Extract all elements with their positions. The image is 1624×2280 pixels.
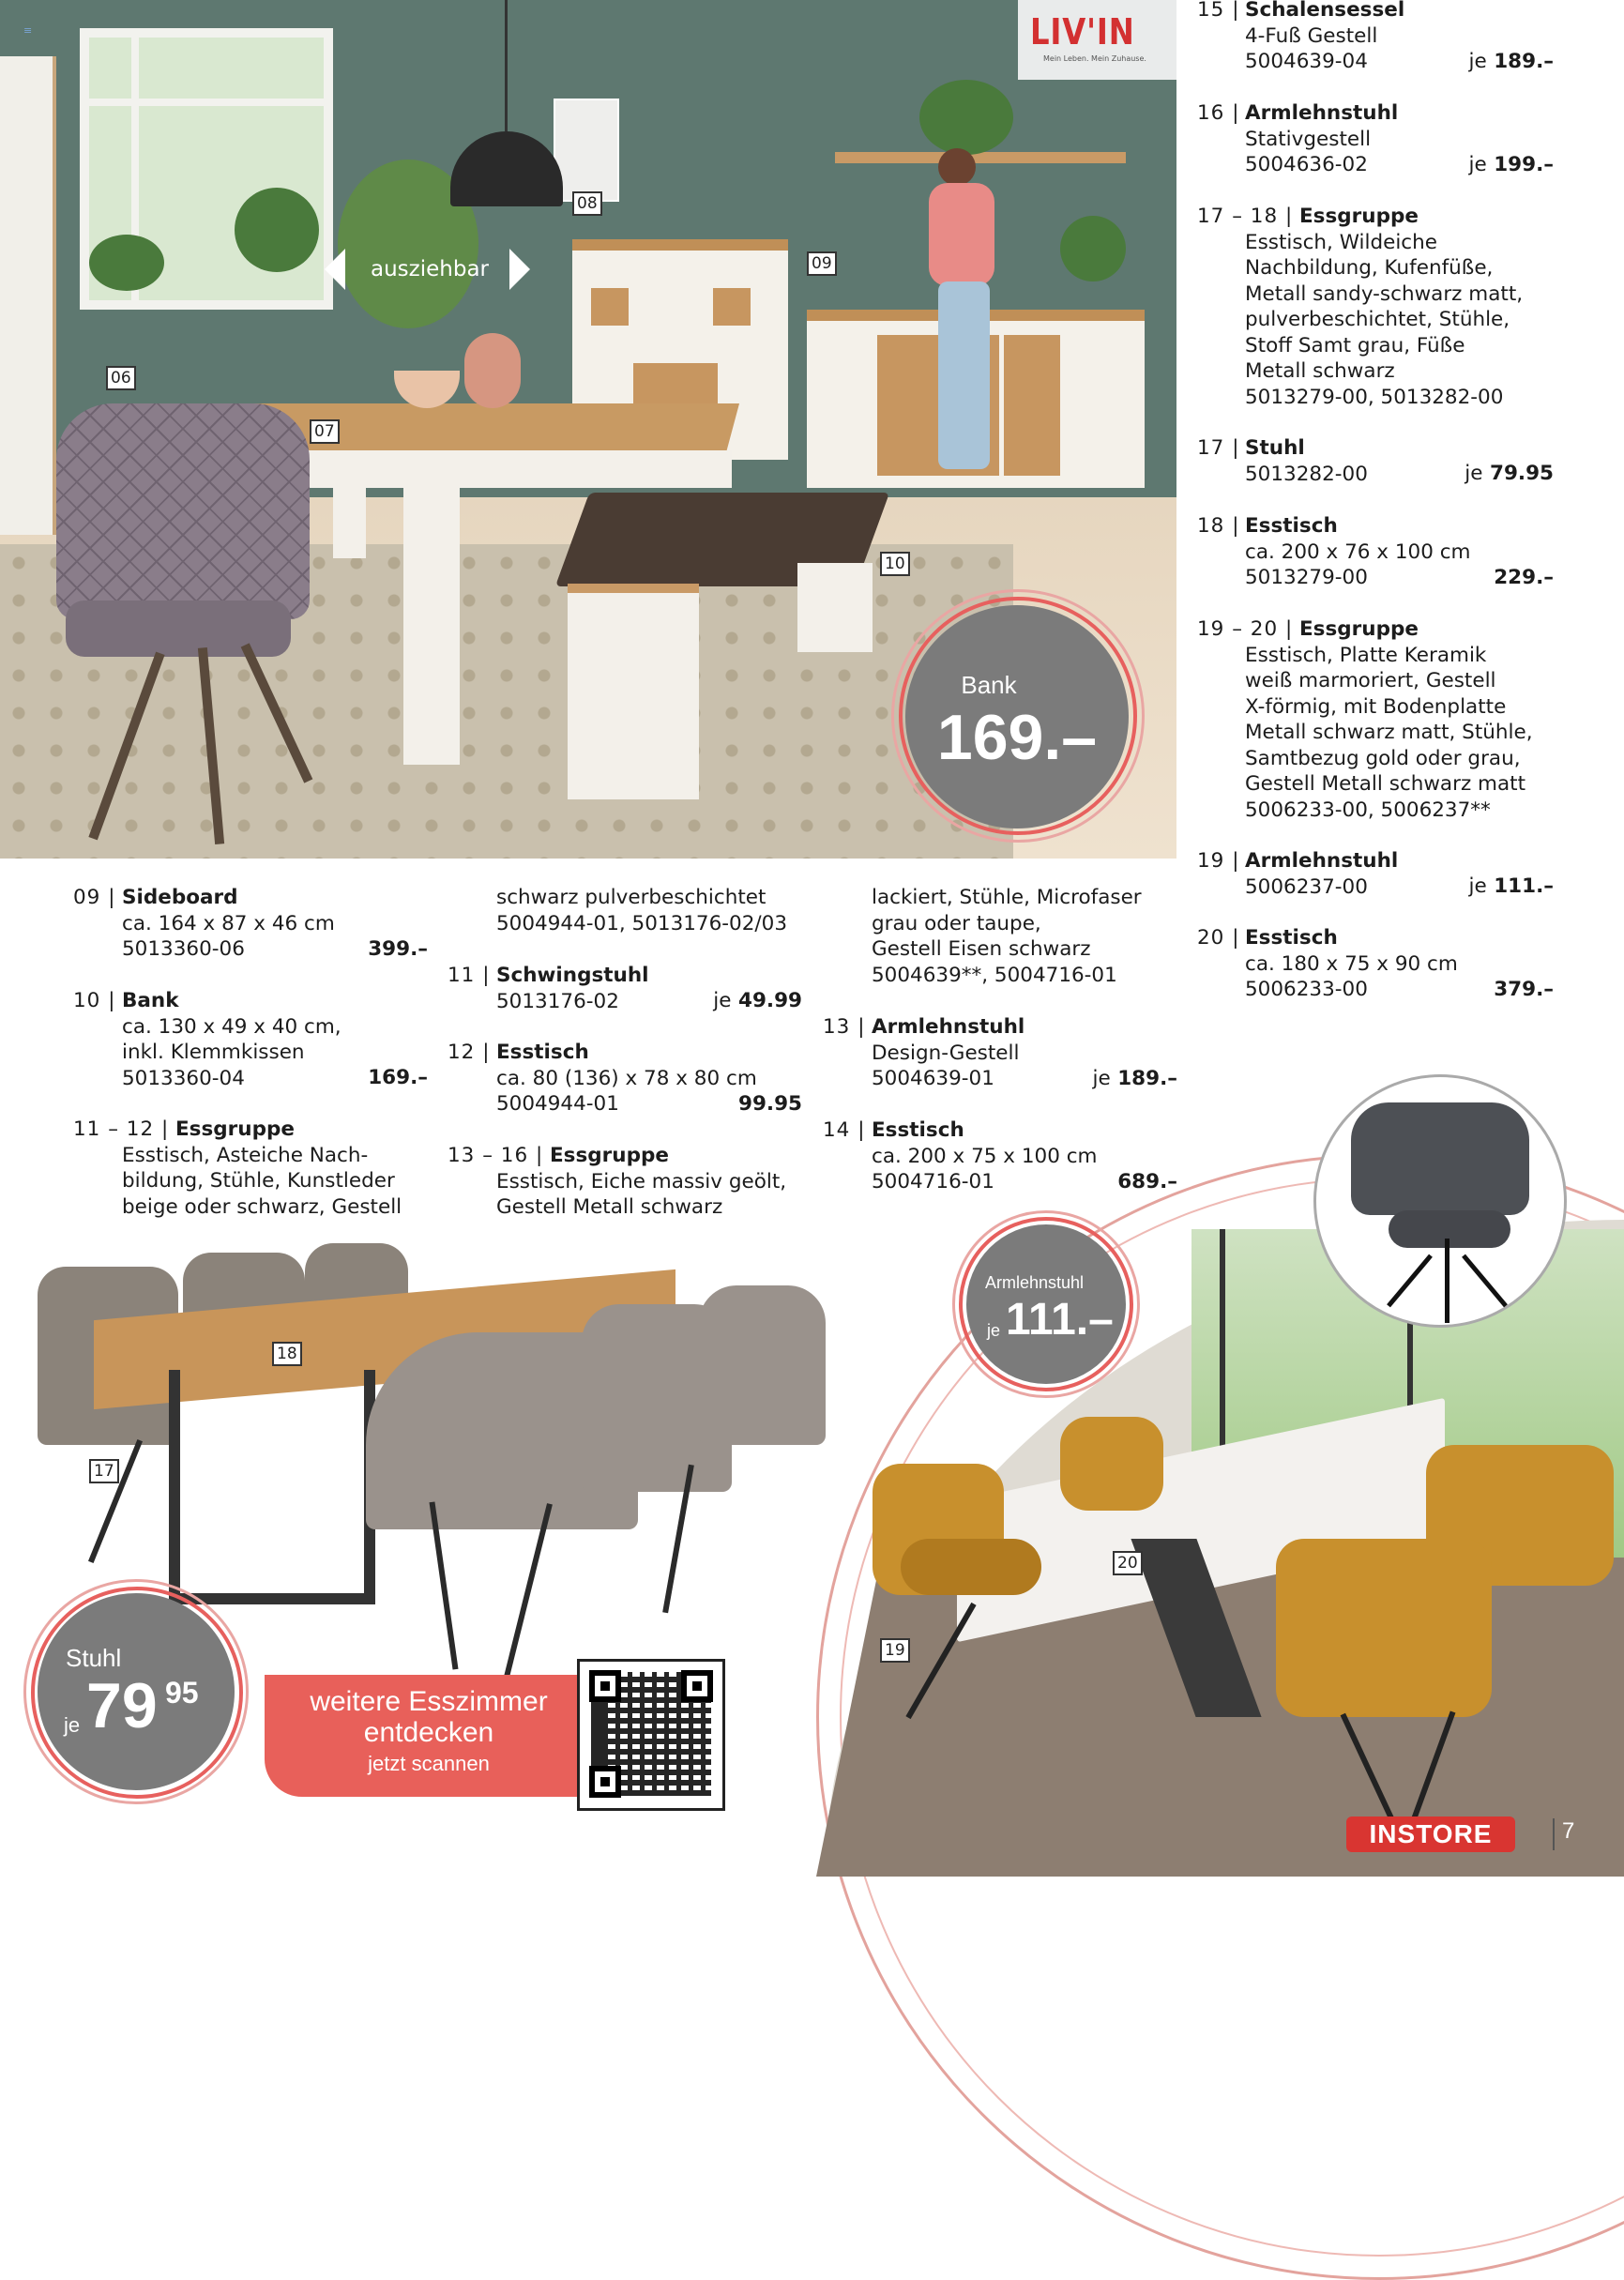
product-20 bbox=[1197, 925, 1554, 1003]
gold-chair bbox=[901, 1539, 1041, 1595]
item-line: Metall schwarz matt, Stühle, bbox=[1245, 721, 1533, 744]
item-price: 199.– bbox=[1494, 153, 1554, 176]
item-title: Esstisch bbox=[1245, 514, 1338, 538]
item-price: 229.– bbox=[1494, 566, 1554, 589]
item-title: Esstisch bbox=[1245, 926, 1338, 950]
item-line: 5013282-00 bbox=[1245, 462, 1368, 486]
item-price: 49.99 bbox=[737, 989, 802, 1012]
item-line: 5004716-01 bbox=[872, 1170, 994, 1193]
instore-logo: INSTORE bbox=[1346, 1816, 1515, 1852]
item-line: Esstisch, Wildeiche bbox=[1245, 230, 1437, 254]
product-13-16 bbox=[448, 1143, 802, 1221]
item-title: Bank bbox=[122, 989, 179, 1012]
item-line: Esstisch, Platte Keramik bbox=[1245, 643, 1487, 667]
item-number: 14 | bbox=[823, 1118, 866, 1142]
plant bbox=[89, 235, 164, 291]
wall-shelf bbox=[835, 152, 1126, 163]
item-line: schwarz pulverbeschichtet bbox=[496, 886, 766, 909]
page-separator bbox=[1553, 1818, 1555, 1850]
item-line: Gestell Metall schwarz matt bbox=[1245, 772, 1526, 796]
item-line: ca. 164 x 87 x 46 cm bbox=[122, 911, 335, 935]
armchair bbox=[56, 403, 310, 619]
item-number: 17 – 18 | bbox=[1197, 205, 1294, 228]
item-line: grau oder taupe, bbox=[872, 911, 1041, 935]
product-11-12 bbox=[73, 1117, 428, 1220]
item-line: Esstisch, Eiche massiv geölt, bbox=[496, 1169, 787, 1193]
badge-label: Armlehnstuhl bbox=[985, 1273, 1085, 1292]
continued-text bbox=[496, 885, 802, 936]
price-badge-bank bbox=[905, 605, 1129, 828]
item-tag-08: 08 bbox=[572, 191, 602, 216]
continued-text bbox=[872, 885, 1177, 988]
item-line: Esstisch, Asteiche Nach- bbox=[122, 1143, 369, 1167]
item-price: 111.– bbox=[1494, 874, 1554, 898]
wall-poster bbox=[554, 99, 619, 202]
item-line: Stoff Samt grau, Füße bbox=[1245, 333, 1465, 357]
product-17-18 bbox=[1197, 204, 1554, 410]
product-13 bbox=[823, 1014, 1177, 1092]
item-line: Metall sandy-schwarz matt, bbox=[1245, 281, 1524, 306]
page-number: 7 bbox=[1562, 1818, 1575, 1844]
qr-finder-icon bbox=[589, 1670, 621, 1702]
item-line: X-förmig, mit Bodenplatte bbox=[1245, 694, 1507, 719]
product-column-3 bbox=[823, 885, 1177, 1204]
item-tag-19: 19 bbox=[880, 1638, 910, 1663]
item-line: 5006233-00, 5006237** bbox=[1245, 798, 1491, 822]
item-line: Design-Gestell bbox=[872, 1041, 1020, 1065]
item-title: Esstisch bbox=[496, 1041, 589, 1064]
item-title: Schwingstuhl bbox=[496, 964, 649, 987]
price-badge-stuhl bbox=[38, 1593, 235, 1790]
item-line: 5004636-02 bbox=[1245, 153, 1368, 176]
item-title: Esstisch bbox=[872, 1118, 964, 1142]
item-line: Samtbezug gold oder grau, bbox=[1245, 746, 1521, 770]
arrow-right-icon bbox=[509, 249, 530, 290]
bench bbox=[568, 584, 699, 799]
item-tag-06: 06 bbox=[106, 366, 136, 390]
badge-price: 111.– bbox=[1006, 1295, 1114, 1345]
product-09 bbox=[73, 885, 428, 963]
product-12 bbox=[448, 1040, 802, 1117]
item-line: 5013360-06 bbox=[122, 937, 245, 961]
item-line: lackiert, Stühle, Microfaser bbox=[872, 886, 1142, 909]
item-line: 5013176-02 bbox=[496, 989, 619, 1013]
item-line: Gestell Metall schwarz bbox=[496, 1195, 723, 1219]
item-price: 689.– bbox=[1117, 1170, 1177, 1193]
product-column-2 bbox=[448, 885, 802, 1223]
table-leg bbox=[403, 483, 460, 765]
table-skid-frame bbox=[169, 1370, 375, 1604]
item-number: 11 | bbox=[448, 964, 491, 987]
item-line: 5006237-00 bbox=[1245, 874, 1368, 899]
item-number: 18 | bbox=[1197, 514, 1240, 538]
item-line: Gestell Eisen schwarz bbox=[872, 937, 1091, 961]
product-18 bbox=[1197, 513, 1554, 591]
arrow-left-icon bbox=[325, 249, 345, 290]
item-title: Armlehnstuhl bbox=[1245, 101, 1399, 125]
item-number: 13 | bbox=[823, 1015, 866, 1039]
bench bbox=[797, 563, 873, 652]
cta-line1: weitere Esszimmer bbox=[310, 1686, 548, 1717]
item-price: 189.– bbox=[1117, 1067, 1177, 1090]
product-10 bbox=[73, 988, 428, 1091]
qr-finder-icon bbox=[681, 1670, 713, 1702]
item-title: Schalensessel bbox=[1245, 0, 1405, 22]
item-line: beige oder schwarz, Gestell bbox=[122, 1194, 402, 1219]
corner-mark: ≡ bbox=[23, 24, 33, 37]
cta-line3: jetzt scannen bbox=[368, 1752, 490, 1775]
item-number: 20 | bbox=[1197, 926, 1240, 950]
price-je: je bbox=[1468, 50, 1487, 73]
vitrine-cabinet bbox=[0, 56, 56, 535]
window-frame bbox=[80, 99, 333, 106]
item-number: 13 – 16 | bbox=[448, 1144, 544, 1167]
item-tag-07: 07 bbox=[310, 419, 340, 444]
plant bbox=[1060, 216, 1126, 281]
item-line: 5013360-04 bbox=[122, 1066, 245, 1090]
item-number: 19 | bbox=[1197, 849, 1240, 873]
item-title: Essgruppe bbox=[175, 1117, 295, 1141]
item-title: Essgruppe bbox=[550, 1144, 669, 1167]
badge-je: je bbox=[987, 1321, 1001, 1340]
item-number: 16 | bbox=[1197, 101, 1240, 125]
item-line: 5004639-04 bbox=[1245, 50, 1368, 73]
item-line: 5004944-01 bbox=[496, 1092, 619, 1116]
item-number: 09 | bbox=[73, 886, 116, 909]
right-product-column bbox=[1197, 0, 1554, 1011]
item-number: 10 | bbox=[73, 989, 116, 1012]
grey-armchair bbox=[1389, 1210, 1510, 1248]
item-title: Essgruppe bbox=[1299, 205, 1419, 228]
item-line: 5013279-00 bbox=[1245, 566, 1368, 589]
item-tag-18: 18 bbox=[272, 1342, 302, 1366]
plant bbox=[919, 80, 1013, 155]
item-price: 379.– bbox=[1494, 978, 1554, 1001]
item-number: 17 | bbox=[1197, 436, 1240, 460]
item-line: Metall schwarz bbox=[1245, 359, 1395, 383]
product-16 bbox=[1197, 100, 1554, 178]
lamp-cord bbox=[505, 0, 508, 131]
gold-chair bbox=[1060, 1417, 1163, 1511]
badge-price-cents: 95 bbox=[165, 1676, 199, 1710]
badge-je: je bbox=[64, 1713, 81, 1737]
price-je: je bbox=[1092, 1067, 1111, 1090]
item-line: weiß marmoriert, Gestell bbox=[1245, 669, 1496, 692]
item-price: 79.95 bbox=[1489, 462, 1554, 485]
plant bbox=[235, 188, 319, 272]
item-number: 11 – 12 | bbox=[73, 1117, 170, 1141]
item-line: 5013279-00, 5013282-00 bbox=[1245, 385, 1504, 409]
person bbox=[938, 148, 976, 186]
table-leg bbox=[333, 483, 366, 558]
item-line: ca. 200 x 75 x 100 cm bbox=[872, 1144, 1098, 1168]
badge-label: Bank bbox=[961, 671, 1017, 699]
item-number: 15 | bbox=[1197, 0, 1240, 22]
product-14 bbox=[823, 1117, 1177, 1195]
item-title: Armlehnstuhl bbox=[1245, 849, 1399, 873]
item-line: 5004944-01, 5013176-02/03 bbox=[496, 911, 788, 935]
badge-label: Stuhl bbox=[66, 1644, 122, 1672]
item-price: 399.– bbox=[368, 937, 428, 961]
item-line: 5004639-01 bbox=[872, 1067, 994, 1090]
item-price: 189.– bbox=[1494, 50, 1554, 73]
price-je: je bbox=[1465, 462, 1483, 485]
item-line: inkl. Klemmkissen bbox=[122, 1041, 305, 1064]
item-line: ca. 80 (136) x 78 x 80 cm bbox=[496, 1066, 757, 1090]
item-line: Nachbildung, Kufenfüße, bbox=[1245, 256, 1494, 280]
item-tag-10: 10 bbox=[880, 552, 910, 576]
item-line: 4-Fuß Gestell bbox=[1245, 23, 1378, 48]
gold-chair bbox=[1276, 1539, 1492, 1717]
grey-armchair bbox=[1351, 1102, 1529, 1215]
item-title: Sideboard bbox=[122, 886, 238, 909]
product-17 bbox=[1197, 435, 1554, 487]
qr-finder-icon bbox=[589, 1766, 621, 1798]
item-title: Stuhl bbox=[1245, 436, 1305, 460]
item-tag-17: 17 bbox=[89, 1459, 119, 1483]
item-line: ca. 180 x 75 x 90 cm bbox=[1245, 951, 1458, 976]
item-line: ca. 200 x 76 x 100 cm bbox=[1245, 540, 1471, 564]
armchair bbox=[66, 600, 291, 657]
ausziehbar-label: ausziehbar bbox=[371, 257, 489, 281]
item-line: pulverbeschichtet, Stühle, bbox=[1245, 308, 1510, 331]
vase bbox=[464, 333, 521, 408]
price-badge-armlehnstuhl bbox=[966, 1224, 1126, 1384]
item-price: 169.– bbox=[368, 1066, 428, 1089]
person bbox=[929, 183, 994, 286]
item-tag-09: 09 bbox=[807, 251, 837, 276]
item-line: 5006233-00 bbox=[1245, 978, 1368, 1001]
cta-line2: entdecken bbox=[363, 1717, 494, 1748]
item-number: 19 – 20 | bbox=[1197, 617, 1294, 641]
badge-price: 79 bbox=[86, 1670, 158, 1741]
product-column-1 bbox=[73, 885, 428, 1223]
item-number: 12 | bbox=[448, 1041, 491, 1064]
product-11 bbox=[448, 963, 802, 1014]
product-15 bbox=[1197, 0, 1554, 75]
cta-banner[interactable] bbox=[265, 1675, 593, 1797]
person bbox=[938, 281, 990, 469]
chair-leg bbox=[1445, 1239, 1449, 1323]
item-title: Essgruppe bbox=[1299, 617, 1419, 641]
price-je: je bbox=[1468, 153, 1487, 176]
livin-logo-text: LIV'IN bbox=[1030, 11, 1135, 53]
badge-price: 169.– bbox=[936, 702, 1098, 773]
item-title: Armlehnstuhl bbox=[872, 1015, 1025, 1039]
item-tag-20: 20 bbox=[1113, 1551, 1143, 1575]
price-je: je bbox=[713, 989, 732, 1012]
item-line: Stativgestell bbox=[1245, 127, 1372, 151]
item-price: 99.95 bbox=[737, 1092, 802, 1116]
livin-tagline: Mein Leben. Mein Zuhause. bbox=[1043, 54, 1146, 63]
product-19 bbox=[1197, 848, 1554, 900]
price-je: je bbox=[1468, 874, 1487, 898]
product-19-20 bbox=[1197, 616, 1554, 823]
item-line: 5004639**, 5004716-01 bbox=[872, 963, 1117, 987]
item-line: bildung, Stühle, Kunstleder bbox=[122, 1169, 395, 1193]
item-line: ca. 130 x 49 x 40 cm, bbox=[122, 1014, 341, 1039]
grey-chair bbox=[699, 1285, 826, 1445]
